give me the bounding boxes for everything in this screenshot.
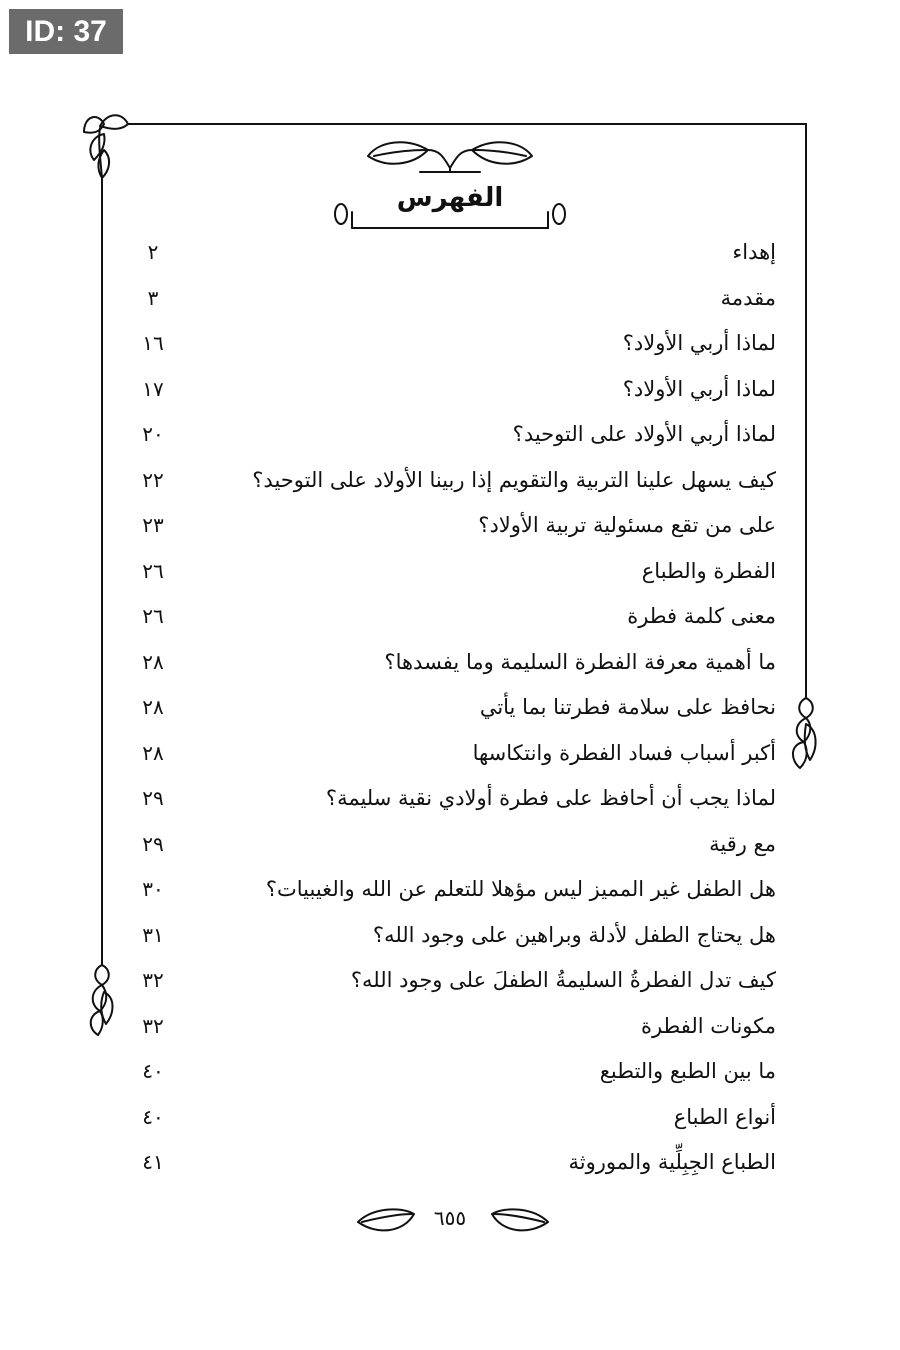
toc-entry[interactable] <box>0 691 900 737</box>
toc-entry-title: مع رقية <box>709 831 776 856</box>
toc-entry[interactable] <box>0 555 900 601</box>
toc-entry[interactable] <box>0 873 900 919</box>
page-number: ٦٥٥ <box>433 1206 467 1230</box>
toc-entry-page: ٢٨ <box>142 649 164 674</box>
toc-entry-title: إهداء <box>732 240 776 264</box>
toc-entry-title: أنواع الطباع <box>673 1104 776 1129</box>
toc-entry-page: ٣١ <box>142 922 164 947</box>
toc-entry[interactable] <box>0 236 900 282</box>
toc-entry-title: لماذا يجب أن أحافظ على فطرة أولادي نقية سليمة؟ <box>325 786 776 810</box>
toc-entry-title: كيف تدل الفطرةُ السليمةُ الطفلَ على وجود الله؟ <box>350 968 776 992</box>
toc-entry-page: ٢٩ <box>142 786 164 810</box>
toc-entry-page: ٣٢ <box>142 1013 164 1038</box>
toc-entry-title: مكونات الفطرة <box>640 1013 776 1038</box>
toc-entry[interactable] <box>0 964 900 1010</box>
toc-entry[interactable] <box>0 737 900 783</box>
toc-entry-title: الطباع الجِبِلِّية والموروثة <box>568 1150 776 1174</box>
toc-entry-title: هل الطفل غير المميز ليس مؤهلا للتعلم عن الله والغيبيات؟ <box>265 877 776 901</box>
toc-entry-page: ٢٦ <box>142 558 164 583</box>
toc-entry-title: كيف يسهل علينا التربية والتقويم إذا ربينا الأولاد على التوحيد؟ <box>252 467 776 492</box>
title-frame <box>342 170 558 230</box>
toc-entry-page: ٢٦ <box>142 604 164 628</box>
toc-entry-page: ٤١ <box>142 1150 164 1174</box>
title-leaves-icon <box>368 142 532 168</box>
toc-entry-page: ٣٠ <box>142 877 164 901</box>
toc-entry-title: هل يحتاج الطفل لأدلة وبراهين على وجود الله؟ <box>372 922 776 947</box>
toc-entry[interactable] <box>0 1146 900 1192</box>
toc-entry-page: ٤٠ <box>142 1059 164 1083</box>
toc-entry-page: ١٧ <box>142 376 164 401</box>
toc-entry-title: معنى كلمة فطرة <box>627 604 776 628</box>
toc-entry-page: ١٦ <box>142 331 164 355</box>
toc-entry[interactable] <box>0 327 900 373</box>
page-title: الفهرس <box>396 183 504 213</box>
toc-entry[interactable] <box>0 418 900 464</box>
toc-entry-page: ٤٠ <box>142 1104 164 1129</box>
toc-entry[interactable] <box>0 600 900 646</box>
toc-entry[interactable] <box>0 1055 900 1101</box>
toc-entry-page: ٢ <box>147 240 159 264</box>
toc-entry-page: ٢٨ <box>142 695 164 719</box>
toc-entry-title: نحافظ على سلامة فطرتنا بما يأتي <box>479 695 776 719</box>
toc-entry-title: الفطرة والطباع <box>641 558 776 583</box>
toc-entry[interactable] <box>0 919 900 965</box>
id-badge: ID: 37 <box>9 9 123 54</box>
leaf-ornament-top-left-icon <box>84 115 128 178</box>
toc-entry[interactable] <box>0 1010 900 1056</box>
toc-entry-page: ٢٩ <box>142 831 164 856</box>
toc-entry[interactable] <box>0 1101 900 1147</box>
toc-entry[interactable] <box>0 282 900 328</box>
toc-entry[interactable] <box>0 509 900 555</box>
toc-entry-page: ٣٢ <box>142 968 164 992</box>
toc-entry-title: ما بين الطبع والتطبع <box>599 1059 776 1083</box>
toc-entry[interactable] <box>0 373 900 419</box>
toc-entry-page: ٢٨ <box>142 740 164 765</box>
toc-entry[interactable] <box>0 828 900 874</box>
toc-entry[interactable] <box>0 646 900 692</box>
toc-entry-title: لماذا أربي الأولاد على التوحيد؟ <box>512 422 776 446</box>
toc-entry-title: على من تقع مسئولية تربية الأولاد؟ <box>478 513 776 537</box>
toc-entry-title: ما أهمية معرفة الفطرة السليمة وما يفسدها؟ <box>384 649 776 674</box>
toc-entry-page: ٢٢ <box>142 467 164 492</box>
toc-entry-page: ٣ <box>147 285 159 310</box>
toc-entry-page: ٢٠ <box>142 422 164 446</box>
toc-entry-title: أكبر أسباب فساد الفطرة وانتكاسها <box>472 740 776 765</box>
toc-entry-page: ٢٣ <box>142 513 164 537</box>
toc-entry[interactable] <box>0 464 900 510</box>
toc-entry-title: مقدمة <box>720 285 776 310</box>
toc-entry-title: لماذا أربي الأولاد؟ <box>622 376 776 401</box>
toc-entry[interactable] <box>0 782 900 828</box>
table-of-contents <box>0 236 900 1192</box>
toc-entry-title: لماذا أربي الأولاد؟ <box>622 331 776 355</box>
